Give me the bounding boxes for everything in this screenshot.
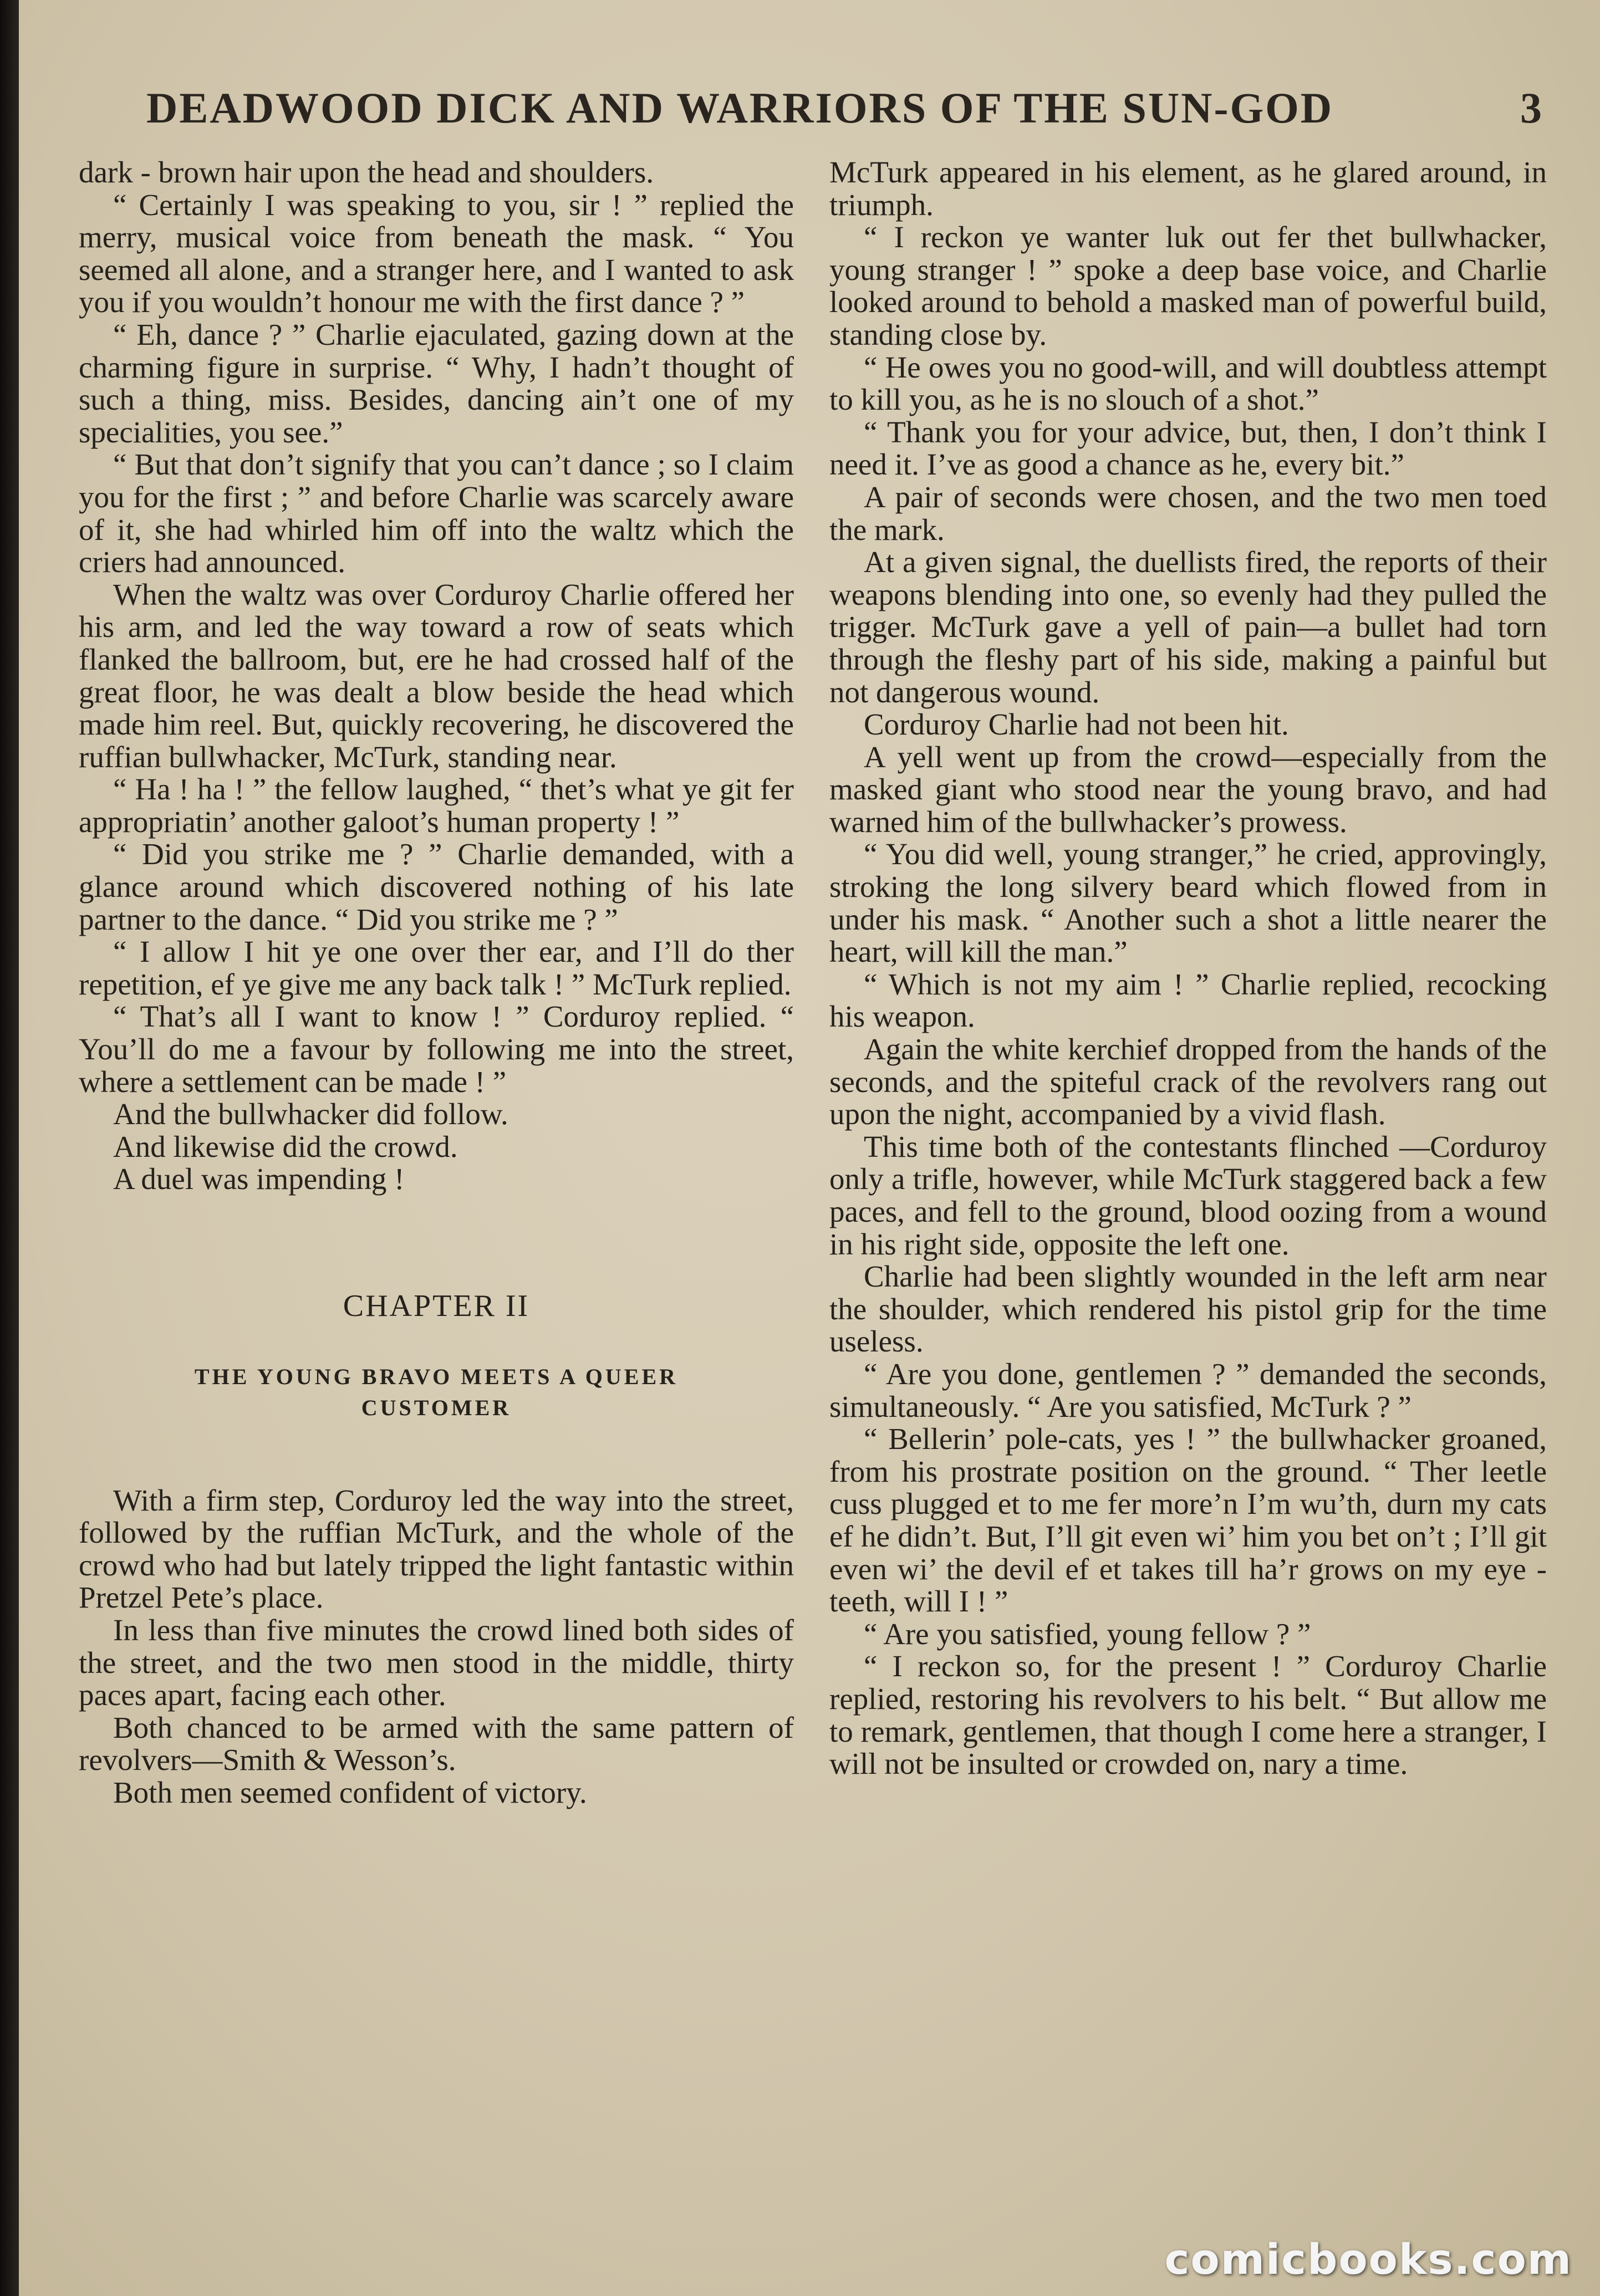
paragraph: “ Bellerin’ pole-cats, yes ! ” the bullwhacker groaned, from his prostrate position on the ground. “ Ther leetle cuss plugged et to me fer more’n I’m wu’th, durn my cats ef he didn’t. But, I’ll git even wi’ him you bet on’t ; I’ll git even wi’ the devil ef et takes till ha’r grows on my eye - teeth, will I ! ” (829, 1422, 1547, 1619)
paragraph: dark - brown hair upon the head and shoulders. (79, 155, 654, 189)
paragraph: When the waltz was over Corduroy Charlie offered her his arm, and led the way toward a row of seats which flanked the ballroom, but, ere he had crossed half of the great floor, he was dealt a blow beside the head which made him reel. But, quickly recovering, he discovered the ruffian bullwhacker, McTurk, standing near. (79, 577, 794, 774)
paragraph: “ Are you satisfied, young fellow ? ” (864, 1616, 1311, 1651)
left-column (79, 156, 794, 1809)
paragraph: A pair of seconds were chosen, and the two men toed the mark. (829, 479, 1547, 547)
running-head-title: DEADWOOD DICK AND WARRIORS OF THE SUN-GOD (146, 84, 1334, 132)
paragraph: And the bullwhacker did follow. (113, 1097, 508, 1131)
paragraph: “ Certainly I was speaking to you, sir ! ” replied the merry, musical voice from beneath the mask. “ You seemed all alone, and a stranger here, and I wanted to ask you if you wouldn’t honour me with the first dance ? ” (79, 187, 794, 319)
chapter-title: CHAPTER II (343, 1289, 530, 1323)
paragraph: Both chanced to be armed with the same pattern of revolvers—Smith & Wesson’s. (79, 1710, 794, 1777)
paragraph: At a given signal, the duellists fired, the reports of their weapons blending into one, so evenly had they pulled the trigger. McTurk gave a yell of pain—a bullet had torn through the fleshy part of his side, making a painful but not dangerous wound. (829, 545, 1547, 709)
paragraph: This time both of the contestants flinched —Corduroy only a trifle, however, while McTurk staggered back a few paces, and fell to the ground, blood oozing from a wound in his right side, opposite the left one. (829, 1129, 1547, 1261)
watermark: comicbooks.com (1164, 2234, 1572, 2284)
paragraph: “ I reckon ye wanter luk out fer thet bullwhacker, young stranger ! ” spoke a deep base voice, and Charlie looked around to behold a masked man of powerful build, standing close by. (829, 220, 1547, 351)
paragraph: McTurk appeared in his element, as he glared around, in triumph. (829, 155, 1547, 222)
paragraph: “ Did you strike me ? ” Charlie demanded, with a glance around which discovered nothing of his late partner to the dance. “ Did you strike me ? ” (79, 837, 794, 936)
book-page (19, 0, 1600, 2296)
paragraph: With a firm step, Corduroy led the way into the street, followed by the ruffian McTurk, and the whole of the crowd who had but lately tripped the light fantastic within Pretzel Pete’s place. (79, 1483, 794, 1615)
paragraph: “ He owes you no good-will, and will doubtless attempt to kill you, as he is no slouch of a shot.” (829, 350, 1547, 417)
paragraph: “ Eh, dance ? ” Charlie ejaculated, gazing down at the charming figure in surprise. “ Why, I hadn’t thought of such a thing, miss. Besides, dancing ain’t one of my specialities, you see.” (79, 317, 794, 449)
paragraph: In less than five minutes the crowd lined both sides of the street, and the two men stood in the middle, thirty paces apart, facing each other. (79, 1613, 794, 1712)
paragraph: Corduroy Charlie had not been hit. (864, 707, 1289, 742)
paragraph: Both men seemed confident of victory. (113, 1775, 587, 1809)
paragraph: “ You did well, young stranger,” he cried, approvingly, stroking the long silvery beard which flowed from in under his mask. “ Another such a shot a little nearer the heart, will kill the man.” (829, 837, 1547, 969)
paragraph: “ Ha ! ha ! ” the fellow laughed, “ thet’s what ye git fer appropriatin’ another galoot’s human property ! ” (79, 772, 794, 839)
paragraph: And likewise did the crowd. (113, 1129, 458, 1164)
running-head (146, 83, 1543, 133)
paragraph: “ I reckon so, for the present ! ” Corduroy Charlie replied, restoring his revolvers to his belt. “ But allow me to remark, gentlemen, that though I come here a stranger, I will not be insulted or crowded on, nary a time. (829, 1649, 1547, 1781)
page-edge-shadow (0, 0, 19, 2296)
chapter-subtitle: THE YOUNG BRAVO MEETS A QUEER CUSTOMER (194, 1364, 679, 1420)
paragraph: “ Thank you for your advice, but, then, I don’t think I need it. I’ve as good a chance as he, every bit.” (829, 415, 1547, 482)
paragraph: Charlie had been slightly wounded in the left arm near the shoulder, which rendered his pistol grip for the time useless. (829, 1259, 1547, 1359)
paragraph: “ That’s all I want to know ! ” Corduroy replied. “ You’ll do me a favour by following me into the street, where a settlement can be made ! ” (79, 999, 794, 1099)
paragraph: A yell went up from the crowd—especially from the masked giant who stood near the young bravo, and had warned him of the bullwhacker’s prowess. (829, 739, 1547, 839)
paragraph: “ I allow I hit ye one over ther ear, and I’ll do ther repetition, ef ye give me any back talk ! ” McTurk replied. (79, 935, 794, 1001)
paragraph: “ Are you done, gentlemen ? ” demanded the seconds, simultaneously. “ Are you satisfied, McTurk ? ” (829, 1356, 1547, 1423)
right-column (829, 156, 1547, 1780)
paragraph: Again the white kerchief dropped from the hands of the seconds, and the spiteful crack of the revolvers rang out upon the night, accompanied by a vivid flash. (829, 1032, 1547, 1131)
page-number: 3 (1520, 84, 1543, 132)
paragraph: “ But that don’t signify that you can’t dance ; so I claim you for the first ; ” and before Charlie was scarcely aware of it, she had whirled him off into the waltz which the criers had announced. (79, 447, 794, 579)
paragraph: A duel was impending ! (113, 1162, 405, 1196)
paragraph: “ Which is not my aim ! ” Charlie replied, recocking his weapon. (829, 967, 1547, 1034)
